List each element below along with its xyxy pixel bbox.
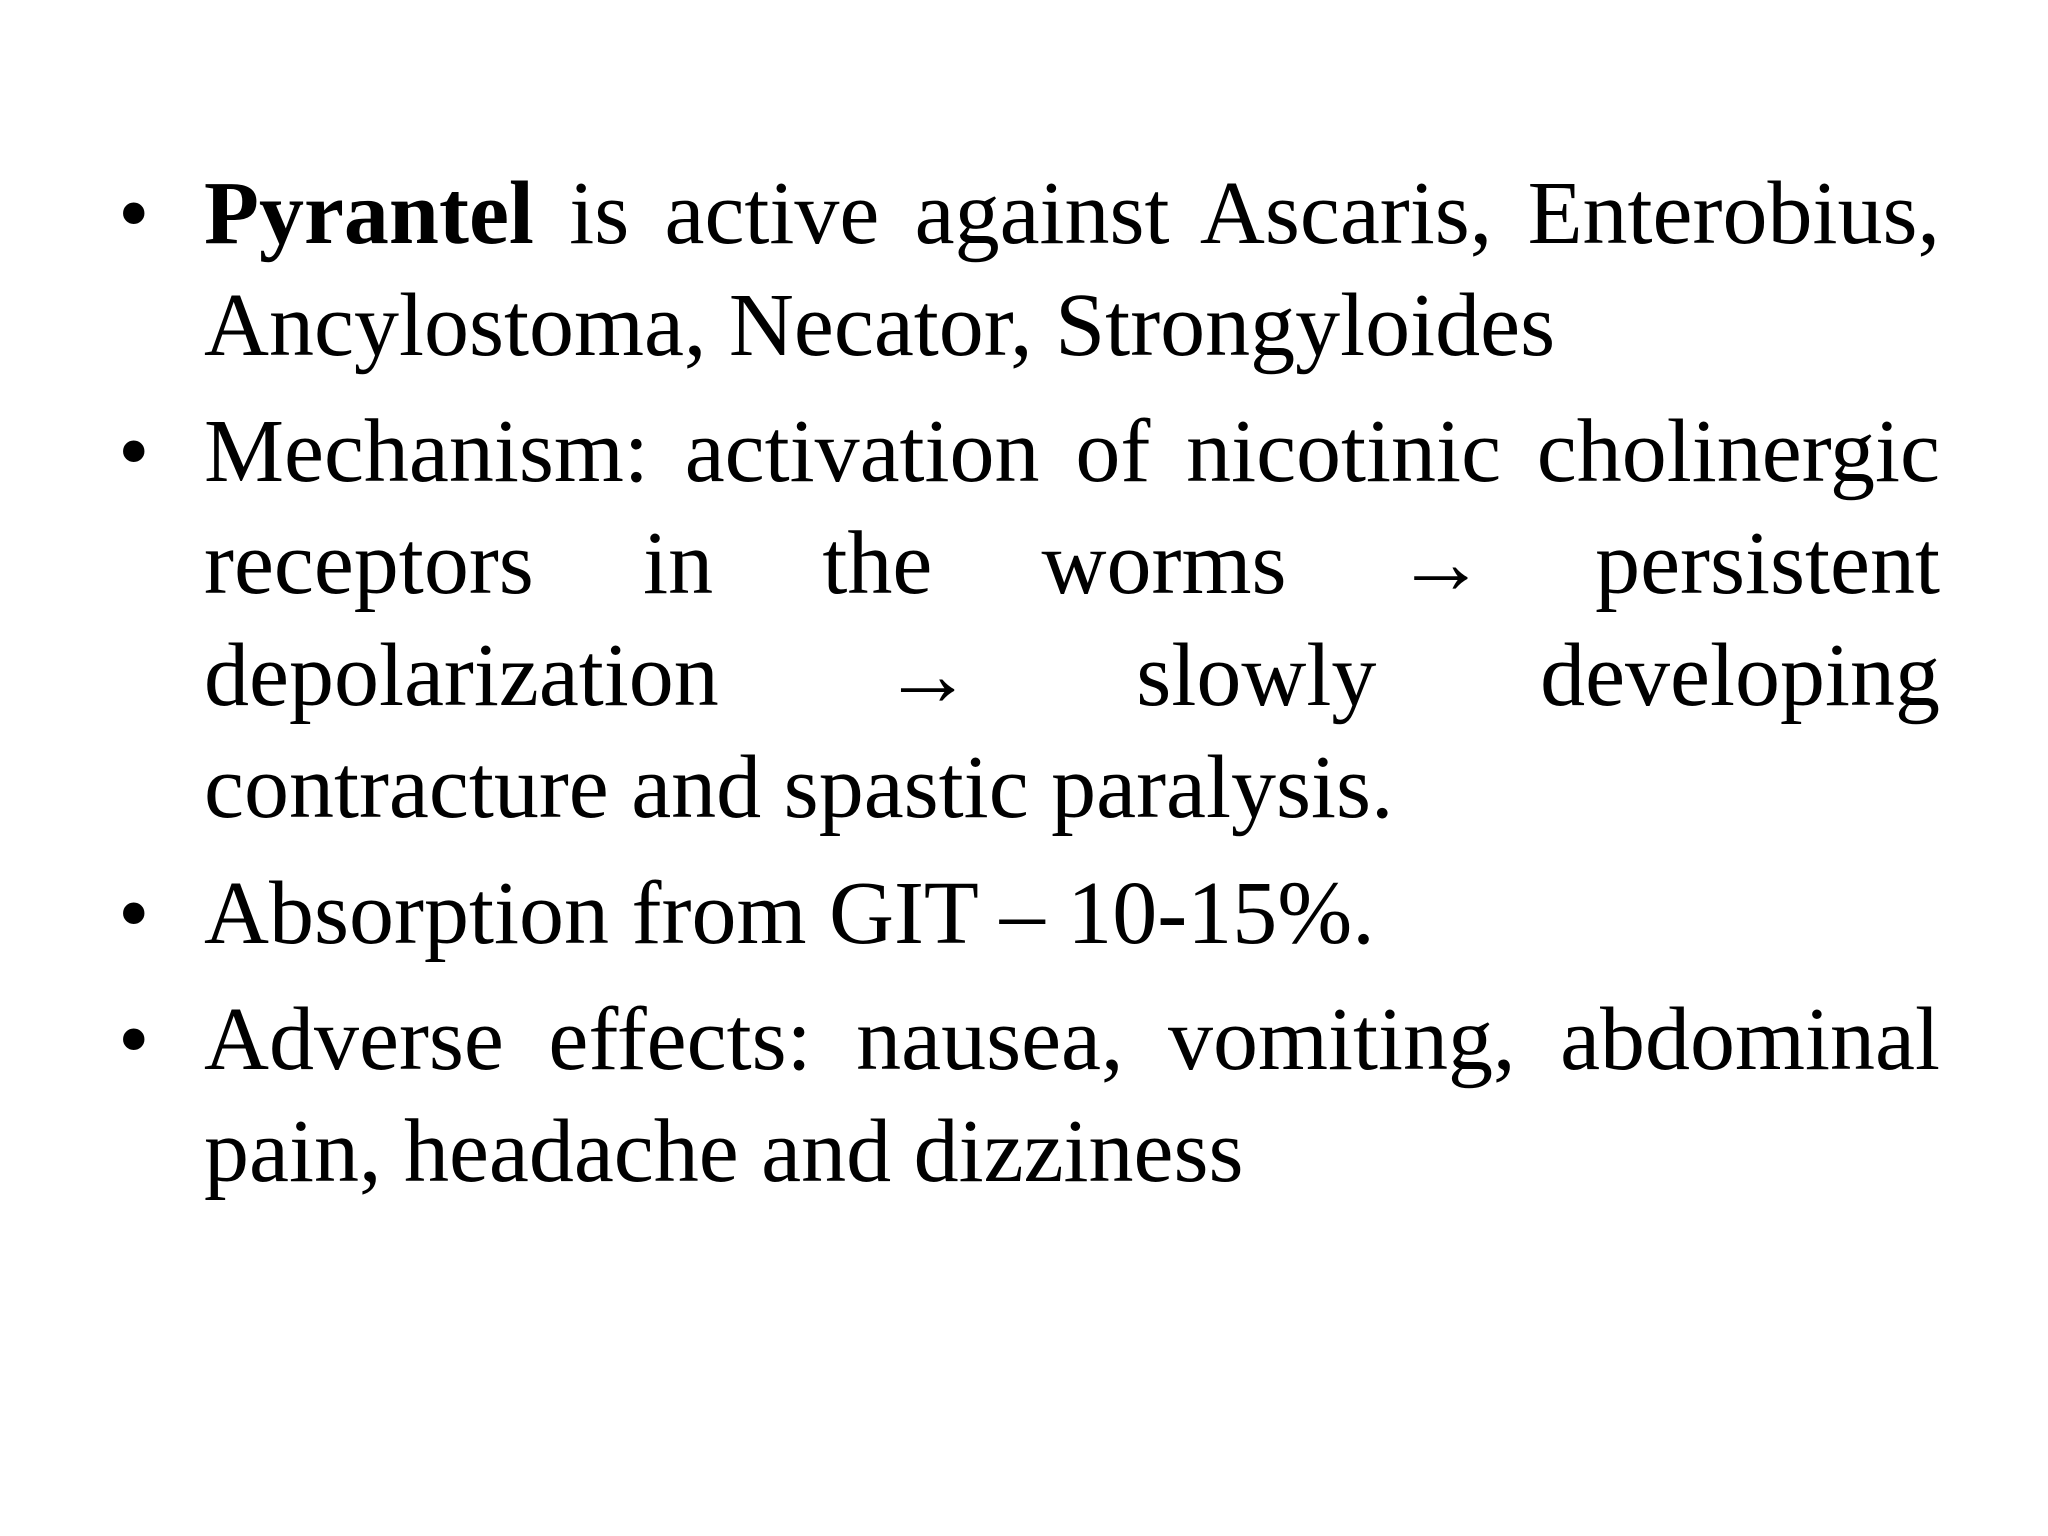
bullet-dot-icon: • xyxy=(118,864,150,963)
bullet-text: Absorption from GIT – 10-15%. xyxy=(204,864,1375,963)
bullet-text: Mechanism: activation of nicotinic cholinergic receptors in the worms → persistent depolarization → slowly developing contracture and spastic paralysis. xyxy=(204,402,1940,837)
bullet-text: is active against Ascaris, Enterobius, Ancylostoma, Necator, Strongyloides xyxy=(204,164,1940,375)
bullet-list xyxy=(118,158,1940,1222)
bullet-item-mechanism xyxy=(118,396,1940,844)
bullet-dot-icon: • xyxy=(118,402,150,501)
bullet-item-absorption xyxy=(118,858,1940,970)
bullet-dot-icon: • xyxy=(118,990,150,1089)
bullet-lead-term: Pyrantel xyxy=(204,164,534,263)
bullet-item-pyrantel-activity xyxy=(118,158,1940,382)
bullet-dot-icon: • xyxy=(118,164,150,263)
bullet-item-adverse-effects xyxy=(118,984,1940,1208)
bullet-text: Adverse effects: nausea, vomiting, abdominal pain, headache and dizziness xyxy=(204,990,1940,1201)
